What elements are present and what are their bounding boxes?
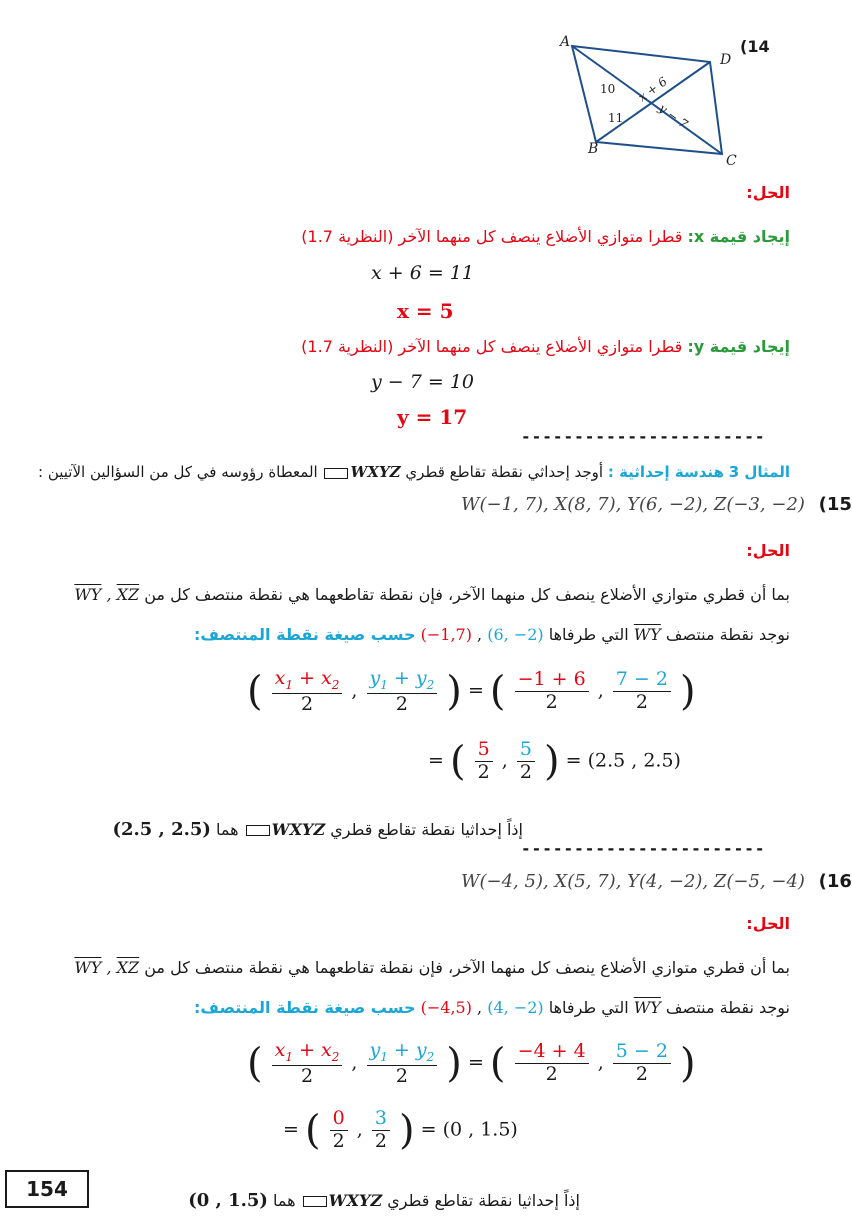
problem-15-number: (15 <box>818 494 852 515</box>
p16-line2-b: التي طرفاها <box>548 998 629 1017</box>
p15-conclusion <box>112 819 523 840</box>
find-x-reason: قطرا متوازي الأضلاع ينصف كل منهما الآخر (النظرية 1.7) <box>301 227 683 246</box>
vertex-a-label: A <box>560 34 571 50</box>
find-y-reason: قطرا متوازي الأضلاع ينصف كل منهما الآخر (النظرية 1.7) <box>301 337 683 356</box>
p16-line2-a: نوجد نقطة منتصف <box>665 998 790 1017</box>
parallelogram-figure <box>530 32 760 172</box>
parallelogram-symbol <box>246 825 270 836</box>
p16-midpoint-eq1: ( $\frac{x_1 + x_2}{2}$ , $\frac{y_1 + y_2}{2}$ ) = ( $\frac{-4 + 4}{2}$ , $\frac{5 - 2}{2}$ ) <box>247 1039 696 1087</box>
example-3-text-after: المعطاة رؤوسه في كل من السؤالين الآتيين : <box>38 463 318 481</box>
p16-formula-label: حسب صيغة نقطة المنتصف: <box>194 998 416 1017</box>
eq-x: x + 6 = 11 <box>371 262 474 284</box>
p15-line2-a: نوجد نقطة منتصف <box>665 625 790 644</box>
p15-line2-b: التي طرفاها <box>548 625 629 644</box>
separator-1: ----------------------- <box>521 427 766 446</box>
p15-midpoint-eq1: ( $\frac{x_1 + x_2}{2}$ , $\frac{y_1 + y_2}{2}$ ) = ( $\frac{-1 + 6}{2}$ , $\frac{7 - 2}{2}$ ) <box>247 667 696 715</box>
p15-midpoint-eq2: = ( $\frac{5}{2}$ , $\frac{5}{2}$ ) = (2.5 , 2.5) <box>428 738 681 785</box>
example-3-label: المثال 3 <box>728 463 790 481</box>
example-3-text-before: أوجد إحداثي نقطة تقاطع قطري <box>405 463 604 481</box>
p15-res1: 5 <box>475 739 493 762</box>
solution-label-15: الحل: <box>746 541 790 560</box>
solution-label-14: الحل: <box>746 183 790 202</box>
eq-y: y − 7 = 10 <box>371 371 474 393</box>
find-y-line <box>301 337 790 356</box>
p16-segments: $\overline{WY}$ , $\overline{XZ}$ <box>74 958 140 977</box>
result-x: x = 5 <box>397 299 454 323</box>
vertex-d-label: D <box>720 52 732 68</box>
p16-final: (0 , 1.5) <box>442 1118 518 1141</box>
p16-fx: $x_1 + x_2$ <box>272 1040 343 1066</box>
p15-fy: $y_1 + y_2$ <box>367 668 438 694</box>
p15-conclusion-text: إذاً إحداثيا نقطة تقاطع قطري <box>330 820 523 839</box>
example-3-shape: WXYZ <box>322 463 400 481</box>
segment-y-label: y − 7 <box>656 101 691 132</box>
p15-segment-wy: $\overline{WY}$ <box>633 625 661 644</box>
find-x-label: إيجاد قيمة x: <box>687 227 790 246</box>
vertex-b-label: B <box>588 141 599 157</box>
p16-endpoints: (−4,5) , (4, −2) <box>420 998 544 1017</box>
p16-line2 <box>194 998 790 1017</box>
p15-line2 <box>194 625 790 644</box>
p16-midpoint-eq2: = ( $\frac{0}{2}$ , $\frac{3}{2}$ ) = (0 , 1.5) <box>283 1107 518 1154</box>
find-y-label: إيجاد قيمة y: <box>687 337 790 356</box>
p16-num2: 5 − 2 <box>613 1041 671 1064</box>
solution-label-16: الحل: <box>746 914 790 933</box>
p16-num1: −4 + 4 <box>515 1041 589 1064</box>
p15-segments: $\overline{WY}$ , $\overline{XZ}$ <box>74 585 140 604</box>
p15-num2: 7 − 2 <box>613 669 671 692</box>
p15-endpoints: (−1,7) , (6, −2) <box>420 625 544 644</box>
find-x-line <box>301 227 790 246</box>
p16-conclusion-text: إذاً إحداثيا نقطة تقاطع قطري <box>387 1191 580 1210</box>
separator-2: ----------------------- <box>521 839 766 858</box>
p15-line1-text: بما أن قطري متوازي الأضلاع ينصف كل منهما الآخر، فإن نقطة تقاطعهما هي نقطة منتصف كل من <box>144 585 790 604</box>
p15-shape: WXYZ <box>244 820 325 839</box>
segment-11-label: 11 <box>608 111 624 125</box>
example-3-topic: هندسة إحداثية : <box>607 463 724 481</box>
segment-x-label: x + 6 <box>635 74 670 105</box>
p15-answer: (2.5 , 2.5) <box>112 819 211 840</box>
problem-16-vertices: W(−4, 5), X(5, 7), Y(4, −2), Z(−5, −4) <box>461 871 805 892</box>
parallelogram-symbol <box>324 468 348 479</box>
p15-fx: $x_1 + x_2$ <box>272 668 343 694</box>
p16-conclusion <box>188 1190 580 1211</box>
problem-14-number: (14 <box>740 37 770 56</box>
p16-line1-text: بما أن قطري متوازي الأضلاع ينصف كل منهما الآخر، فإن نقطة تقاطعهما هي نقطة منتصف كل من <box>144 958 790 977</box>
result-y: y = 17 <box>397 405 468 429</box>
p16-res2: 3 <box>372 1108 390 1131</box>
parallelogram-symbol <box>303 1196 327 1207</box>
vertex-c-label: C <box>726 153 737 169</box>
p15-final: (2.5 , 2.5) <box>587 749 681 772</box>
p16-is: هما <box>273 1191 296 1210</box>
problem-16-line <box>461 871 852 892</box>
problem-15-line <box>461 494 852 515</box>
parallelogram-diagram <box>530 32 760 172</box>
segment-10-label: 10 <box>600 82 616 96</box>
p16-res1: 0 <box>330 1108 348 1131</box>
p15-line1 <box>74 585 790 604</box>
problem-15-vertices: W(−1, 7), X(8, 7), Y(6, −2), Z(−3, −2) <box>461 494 805 515</box>
p16-fy: $y_1 + y_2$ <box>367 1040 438 1066</box>
p16-answer: (0 , 1.5) <box>188 1190 268 1211</box>
example-3-heading <box>38 463 790 481</box>
p15-is: هما <box>216 820 239 839</box>
problem-16-number: (16 <box>818 871 852 892</box>
p16-line1 <box>74 958 790 977</box>
p15-res2: 5 <box>517 739 535 762</box>
p15-formula-label: حسب صيغة نقطة المنتصف: <box>194 625 416 644</box>
p16-segment-wy: $\overline{WY}$ <box>633 998 661 1017</box>
p15-num1: −1 + 6 <box>515 669 589 692</box>
page-number: 154 <box>5 1170 89 1208</box>
p16-shape: WXYZ <box>301 1191 382 1210</box>
